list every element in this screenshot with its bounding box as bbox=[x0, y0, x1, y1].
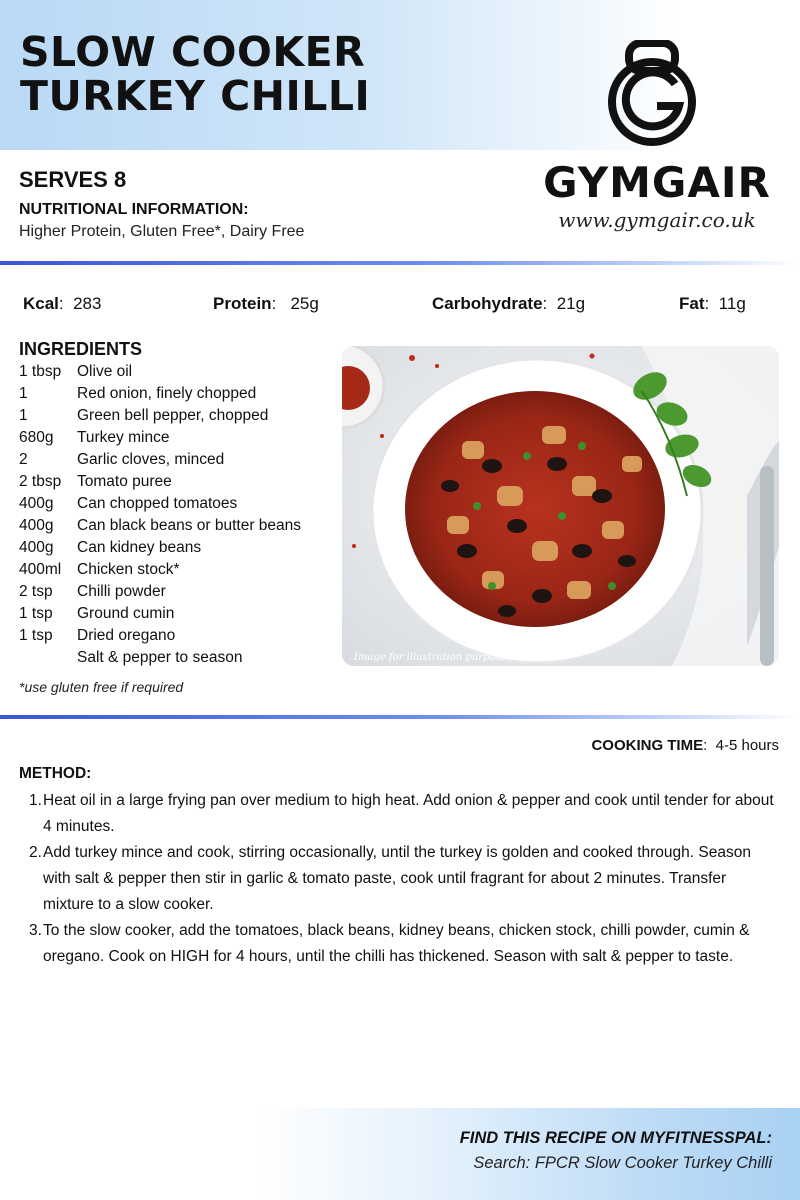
find-recipe-heading: FIND THIS RECIPE ON MYFITNESSPAL: bbox=[459, 1129, 772, 1147]
ingredient-qty: 400g bbox=[19, 517, 54, 534]
ingredient-qty: 2 bbox=[19, 451, 28, 468]
ingredient-qty: 2 tsp bbox=[19, 583, 53, 600]
ingredient-item: Can black beans or butter beans bbox=[77, 517, 302, 534]
ingredient-item: Red onion, finely chopped bbox=[77, 385, 257, 402]
method-step-number: 2. bbox=[29, 844, 42, 861]
ingredient-qty: 680g bbox=[19, 429, 54, 446]
macro-protein-value: 25g bbox=[290, 294, 319, 313]
method-step-text: Heat oil in a large frying pan over medium to high heat. Add onion & pepper and cook until tender for about 4 minutes. bbox=[43, 792, 774, 835]
ingredient-qty: 1 bbox=[19, 385, 28, 402]
cooking-time: COOKING TIME: 4-5 hours bbox=[591, 737, 779, 754]
method-step bbox=[29, 788, 774, 840]
ingredient-row bbox=[19, 559, 301, 581]
nutrition-info: Higher Protein, Gluten Free*, Dairy Free bbox=[19, 223, 305, 240]
chilli-bowl-illustration bbox=[342, 346, 779, 666]
ingredient-qty bbox=[19, 647, 77, 669]
search-instruction: Search: FPCR Slow Cooker Turkey Chilli bbox=[473, 1154, 772, 1172]
macro-carbohydrate-value: 21g bbox=[556, 294, 586, 313]
ingredient-row bbox=[19, 647, 301, 669]
ingredient-qty: 400g bbox=[19, 495, 54, 512]
ingredient-qty: 400ml bbox=[19, 561, 62, 578]
ingredient-item: Dried oregano bbox=[77, 627, 176, 644]
ingredient-row bbox=[19, 603, 301, 625]
serves-count: SERVES 8 bbox=[19, 167, 127, 192]
ingredient-row bbox=[19, 625, 301, 647]
ingredient-row bbox=[19, 471, 301, 493]
ingredient-row bbox=[19, 515, 301, 537]
ingredient-item: Salt & pepper to season bbox=[77, 649, 243, 666]
macro-carbohydrate: Carbohydrate: 21g bbox=[432, 294, 586, 313]
macro-protein: Protein: 25g bbox=[213, 294, 319, 313]
method-title: METHOD: bbox=[19, 765, 92, 782]
macro-kcal: Kcal: 283 bbox=[23, 294, 102, 313]
method-step-number: 1. bbox=[29, 792, 42, 809]
cooking-time-label: COOKING TIME bbox=[591, 737, 704, 754]
ingredient-item: Chicken stock* bbox=[77, 561, 180, 578]
method-step-number: 3. bbox=[29, 922, 42, 939]
macro-fat-label: Fat bbox=[679, 294, 705, 313]
macro-fat: Fat: 11g bbox=[679, 294, 746, 313]
brand-logo bbox=[520, 40, 790, 240]
method-step-text: To the slow cooker, add the tomatoes, black beans, kidney beans, chicken stock, chilli powder, cumin & oregano. Cook on HIGH for 4 hours, until the chilli has thickened. Season with salt & pepper to taste. bbox=[43, 922, 750, 965]
ingredient-row bbox=[19, 449, 301, 471]
ingredients-list bbox=[19, 361, 301, 669]
recipe-title: SLOW COOKER TURKEY CHILLI bbox=[20, 28, 371, 120]
ingredient-item: Green bell pepper, chopped bbox=[77, 407, 269, 424]
ingredient-qty: 400g bbox=[19, 539, 54, 556]
cooking-time-value: 4-5 hours bbox=[715, 737, 779, 754]
brand-url[interactable]: www.gymgair.co.uk bbox=[558, 208, 756, 232]
ingredient-qty: 1 tbsp bbox=[19, 363, 62, 380]
ingredient-row bbox=[19, 537, 301, 559]
chilli-photo bbox=[342, 346, 779, 666]
method-list bbox=[29, 788, 774, 970]
ingredient-item: Tomato puree bbox=[77, 473, 172, 490]
ingredients-title: INGREDIENTS bbox=[19, 339, 143, 359]
macro-carbohydrate-label: Carbohydrate bbox=[432, 294, 543, 313]
ingredient-item: Can kidney beans bbox=[77, 539, 202, 556]
ingredient-item: Can chopped tomatoes bbox=[77, 495, 238, 512]
section-divider bbox=[0, 261, 800, 265]
ingredient-item: Turkey mince bbox=[77, 429, 170, 446]
ingredient-qty: 2 tbsp bbox=[19, 473, 62, 490]
brand-name: GYMGAIR bbox=[543, 158, 771, 207]
ingredient-qty: 1 tsp bbox=[19, 605, 53, 622]
method-step bbox=[29, 918, 774, 970]
section-divider bbox=[0, 715, 800, 719]
method-step bbox=[29, 840, 774, 918]
ingredient-row bbox=[19, 361, 301, 383]
ingredient-item: Ground cumin bbox=[77, 605, 175, 622]
macro-fat-value: 11g bbox=[718, 294, 746, 313]
macro-kcal-label: Kcal bbox=[23, 294, 59, 313]
ingredient-item: Garlic cloves, minced bbox=[77, 451, 225, 468]
ingredient-item: Olive oil bbox=[77, 363, 133, 380]
ingredient-row bbox=[19, 427, 301, 449]
ingredient-qty: 1 tsp bbox=[19, 627, 53, 644]
ingredient-row bbox=[19, 493, 301, 515]
ingredient-row bbox=[19, 581, 301, 603]
macro-kcal-value: 283 bbox=[73, 294, 102, 313]
ingredients-note: *use gluten free if required bbox=[19, 679, 184, 695]
photo-caption: Image for illustration purposes bbox=[354, 652, 512, 663]
ingredient-qty: 1 bbox=[19, 407, 28, 424]
ingredient-row bbox=[19, 383, 301, 405]
nutrition-label: NUTRITIONAL INFORMATION: bbox=[19, 201, 249, 218]
ingredient-item: Chilli powder bbox=[77, 583, 166, 600]
ingredient-row bbox=[19, 405, 301, 427]
macro-protein-label: Protein bbox=[213, 294, 272, 313]
gymgair-logo-icon bbox=[605, 40, 699, 150]
method-step-text: Add turkey mince and cook, stirring occasionally, until the turkey is golden and cooked through. Season with salt & pepper then stir in garlic & tomato paste, cook until fragrant for about 2 minutes. Transfer mixture to a slow cooker. bbox=[43, 844, 751, 913]
